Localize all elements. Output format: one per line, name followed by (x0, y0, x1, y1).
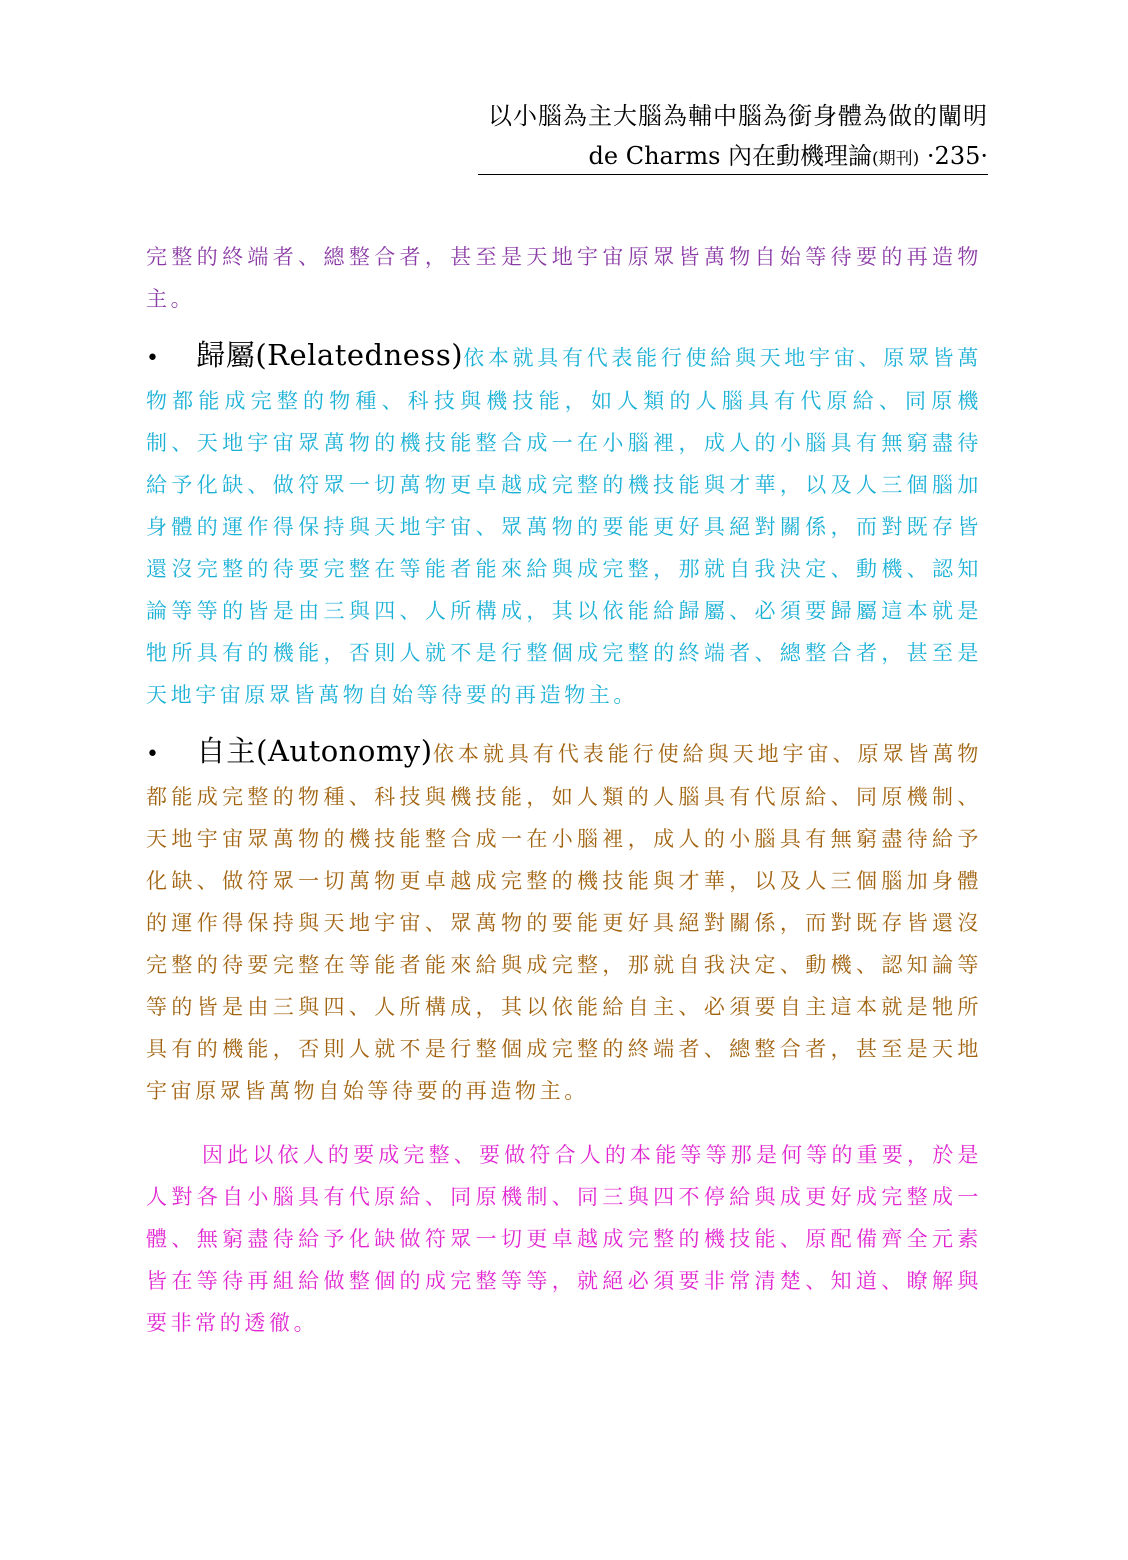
autonomy-heading: 自主(Autonomy) (196, 734, 433, 768)
header-journal-title: de Charms 內在動機理論 (588, 142, 873, 170)
header-journal-note: (期刊) (872, 149, 920, 169)
running-header (488, 96, 988, 179)
header-rule (478, 174, 988, 175)
header-subtitle (589, 136, 988, 179)
relatedness-text: 依本就具有代表能行使給與天地宇宙、原眾皆萬物都能成完整的物種、科技與機技能，如人類的人腦具有代原給、同原機制、天地宇宙眾萬物的機技能整合成一在小腦裡，成人的小腦具有無窮盡待給予化缺、做符眾一切萬物更卓越成完整的機技能與才華，以及人三個腦加身體的運作得保持與天地宇宙、眾萬物的要能更好具絕對關係，而對既存皆還沒完整的待要完整在等能者能來給與成完整，那就自我決定、動機、認知論等等的皆是由三與四、人所構成，其以依能給歸屬、必須要歸屬這本就是牠所具有的機能，否則人就不是行整個成完整的終端者、總整合者，甚至是天地宇宙原眾皆萬物自始等待要的再造物主。 (146, 346, 982, 707)
body-content (146, 236, 982, 1344)
relatedness-heading: 歸屬(Relatedness) (196, 338, 464, 372)
relatedness-paragraph (146, 334, 982, 716)
bullet-icon: • (146, 346, 163, 371)
autonomy-paragraph (146, 730, 982, 1112)
autonomy-text: 依本就具有代表能行使給與天地宇宙、原眾皆萬物都能成完整的物種、科技與機技能，如人類的人腦具有代原給、同原機制、天地宇宙眾萬物的機技能整合成一在小腦裡，成人的小腦具有無窮盡待給予化缺、做符眾一切萬物更卓越成完整的機技能與才華，以及人三個腦加身體的運作得保持與天地宇宙、眾萬物的要能更好具絕對關係，而對既存皆還沒完整的待要完整在等能者能來給與成完整，那就自我決定、動機、認知論等等的皆是由三與四、人所構成，其以依能給自主、必須要自主這本就是牠所具有的機能，否則人就不是行整個成完整的終端者、總整合者，甚至是天地宇宙原眾皆萬物自始等待要的再造物主。 (146, 742, 982, 1103)
header-title: 以小腦為主大腦為輔中腦為銜身體為做的闡明 (488, 102, 988, 130)
intro-paragraph-tail: 完整的終端者、總整合者，甚至是天地宇宙原眾皆萬物自始等待要的再造物主。 (146, 245, 982, 311)
page-number: ·235· (926, 142, 988, 170)
conclusion-paragraph: 因此以依人的要成完整、要做符合人的本能等等那是何等的重要，於是人對各自小腦具有代原給、同原機制、同三與四不停給與成更好成完整成一體、無窮盡待給予化缺做符眾一切更卓越成完整的機技能、原配備齊全元素皆在等待再組給做整個的成完整等等，就絕必須要非常清楚、知道、瞭解與要非常的透徹。 (146, 1143, 982, 1335)
bullet-icon: • (146, 742, 163, 767)
